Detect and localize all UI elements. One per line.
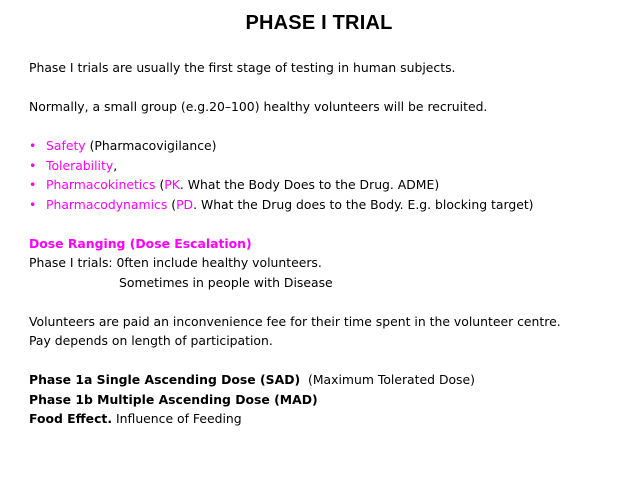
dose-ranging-line-2: Sometimes in people with Disease xyxy=(119,274,333,290)
phase-1a-detail: (Maximum Tolerated Dose) xyxy=(300,372,475,387)
slide-title: PHASE I TRIAL xyxy=(245,12,393,34)
phase-1a-line xyxy=(29,370,629,390)
volunteers-line-2: Pay depends on length of participation. xyxy=(29,333,273,348)
spacer xyxy=(29,351,629,371)
bullet-mid: ( xyxy=(155,177,165,192)
bullet-marker: • xyxy=(29,177,37,192)
dose-ranging-heading: Dose Ranging (Dose Escalation) xyxy=(29,235,252,251)
phase-1b-line: Phase 1b Multiple Ascending Dose (MAD) xyxy=(29,391,318,407)
bullet-item-tolerability xyxy=(29,156,629,176)
volunteers-line-1: Volunteers are paid an inconvenience fee for their time spent in the volunteer centre. xyxy=(29,313,561,329)
recruitment-text: Normally, a small group (e.g.20–100) healthy volunteers will be recruited. xyxy=(29,99,488,114)
bullet-item-pharmacodynamics xyxy=(29,195,629,215)
bullet-marker: • xyxy=(29,196,37,212)
bullet-rest: . What the Drug does to the Body. E.g. blocking target) xyxy=(193,196,534,212)
bullet-rest: (Pharmacovigilance) xyxy=(85,138,217,153)
spacer xyxy=(29,214,629,234)
bullet-rest: . What the Body Does to the Drug. ADME) xyxy=(179,177,440,192)
bullet-term: Pharmacodynamics xyxy=(46,196,168,212)
bullet-term: Pharmacokinetics xyxy=(46,177,156,192)
spacer xyxy=(29,292,629,312)
bullet-mid: ( xyxy=(167,196,177,212)
dose-ranging-line-1: Phase I trials: 0ften include healthy volunteers. xyxy=(29,255,322,270)
bullet-abbr: PK xyxy=(164,177,180,192)
bullet-rest: , xyxy=(113,157,118,173)
food-effect-label: Food Effect. xyxy=(29,411,113,426)
bullet-term: Tolerability xyxy=(46,157,114,173)
phase-1a-label: Phase 1a Single Ascending Dose (SAD) xyxy=(29,372,301,387)
bullet-term: Safety xyxy=(46,138,86,153)
slide-body xyxy=(29,58,629,429)
bullet-item-safety xyxy=(29,136,629,156)
bullet-item-pharmacokinetics xyxy=(29,175,629,195)
spacer xyxy=(29,78,629,98)
bullet-marker: • xyxy=(29,138,37,153)
food-effect-detail: Influence of Feeding xyxy=(112,411,242,426)
food-effect-line xyxy=(29,409,629,429)
intro-text: Phase I trials are usually the first stage of testing in human subjects. xyxy=(29,60,456,75)
bullet-marker: • xyxy=(29,157,37,173)
spacer xyxy=(29,117,629,137)
bullet-abbr: PD xyxy=(176,196,194,212)
